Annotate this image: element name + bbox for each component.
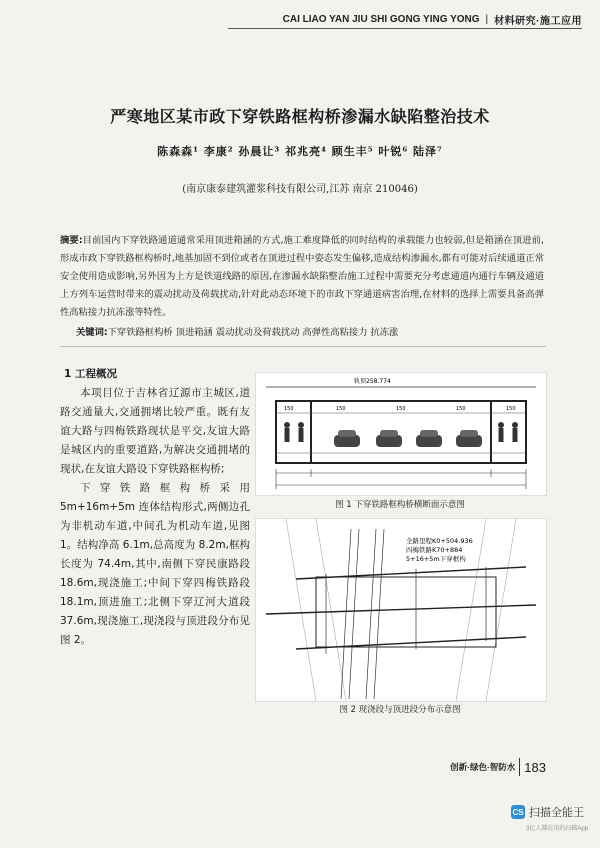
header-separator: | (485, 13, 489, 25)
footer-divider (519, 758, 520, 776)
dim-label: 150 (396, 406, 406, 412)
figure-1 (255, 372, 547, 496)
cross-section-drawing (256, 373, 546, 495)
author-list: 陈森森¹ 李康² 孙晨让³ 祁兆亮⁴ 顾生丰⁵ 叶锐⁶ 陆泽⁷ (157, 145, 443, 158)
page-footer (400, 758, 546, 776)
divider (60, 346, 546, 347)
affiliation: (南京康泰建筑灌浆科技有限公司,江苏 南京 210046) (182, 184, 418, 195)
abstract-text: 目前国内下穿铁路通道通常采用顶进箱涵的方式,施工难度降低的同时结构的承载能力也较弱,但是箱涵在顶进前,形成市政下穿铁路框构桥时,地基加固不到位或者在顶进过程中姿态发生偏移,造成结构渗漏水,都有可能对后续通道正常安全使用造成影响,另外因为上方是铁道线路的原因,在渗漏水缺陷整治施工过程中需要充分考虑通道内通行车辆及通道上方列车运营时带来的震动扰动及荷载扰动,针对此动态环境下的市政下穿通道病害治理,在材料的选择上需要具备高弹性高粘接力抗冻涨等特性。 (60, 235, 544, 318)
dim-label: 150 (284, 406, 294, 412)
watermark-subtitle: 3亿人都在用的扫描App (526, 826, 589, 832)
running-header (228, 10, 582, 29)
car-icons (334, 430, 482, 447)
station-note-2: 四梅铁路K70+884 (406, 546, 463, 554)
figure-2 (255, 518, 547, 702)
watermark-name: 扫描全能王 (529, 807, 584, 819)
column-name: 材料研究·施工应用 (494, 15, 582, 27)
figure-2-caption: 图 2 现浇段与顶进段分布示意图 (339, 705, 461, 715)
station-note-3: 5+16+5m下穿框构 (406, 555, 466, 563)
footer-tagline: 创新·绿色·智防水 (450, 762, 516, 772)
top-elevation-label: 轨顶258.774 (354, 378, 391, 385)
page-number: 183 (524, 759, 546, 775)
paragraph-1: 本项目位于吉林省辽源市主城区,道路交通量大,交通拥堵比较严重。既有友谊大路与四梅铁路现状是平交,友谊大路是城区内的重要道路,为解决交通拥堵的现状,在友谊大路设下穿铁路框构桥; (60, 387, 250, 475)
dim-label: 150 (456, 406, 466, 412)
pedestrian-icons-left (284, 422, 304, 442)
station-note-1: 全路里程K0+504.936 (406, 537, 473, 545)
paragraph-2: 下穿铁路框构桥采用 5m+16m+5m 连体结构形式,两侧边孔为非机动车道,中间孔为机动车道,见图 1。结构净高 6.1m,总高度为 8.2m,框构长度为 74.4m,其中,南侧下穿民康路段 18.6m,现浇施工;中间下穿四梅铁路段 18.1m,顶进施工;北侧下穿辽河大道段 37.6m,现浇施工,现浇段与顶进段分布见图 2。 (60, 482, 250, 646)
abstract-label: 摘要: (60, 235, 83, 246)
journal-pinyin: CAI LIAO YAN JIU SHI GONG YING YONG (282, 13, 480, 25)
keywords (76, 324, 546, 338)
pedestrian-icons-right (498, 422, 518, 442)
keywords-label: 关键词: (76, 327, 108, 338)
dim-label: 150 (336, 406, 346, 412)
dim-label: 150 (506, 406, 516, 412)
abstract (60, 232, 544, 322)
figure-1-caption: 图 1 下穿铁路框构桥横断面示意图 (335, 500, 465, 510)
body-column (60, 365, 250, 650)
plan-drawing (256, 519, 546, 701)
camscanner-icon: CS (511, 805, 525, 819)
scanner-watermark (511, 804, 584, 820)
section-heading: 1 工程概况 (64, 368, 117, 380)
keywords-text: 下穿铁路框构桥 顶进箱涵 震动扰动及荷载扰动 高弹性高粘接力 抗冻涨 (107, 327, 399, 338)
paper-title: 严寒地区某市政下穿铁路框构桥渗漏水缺陷整治技术 (110, 107, 490, 126)
